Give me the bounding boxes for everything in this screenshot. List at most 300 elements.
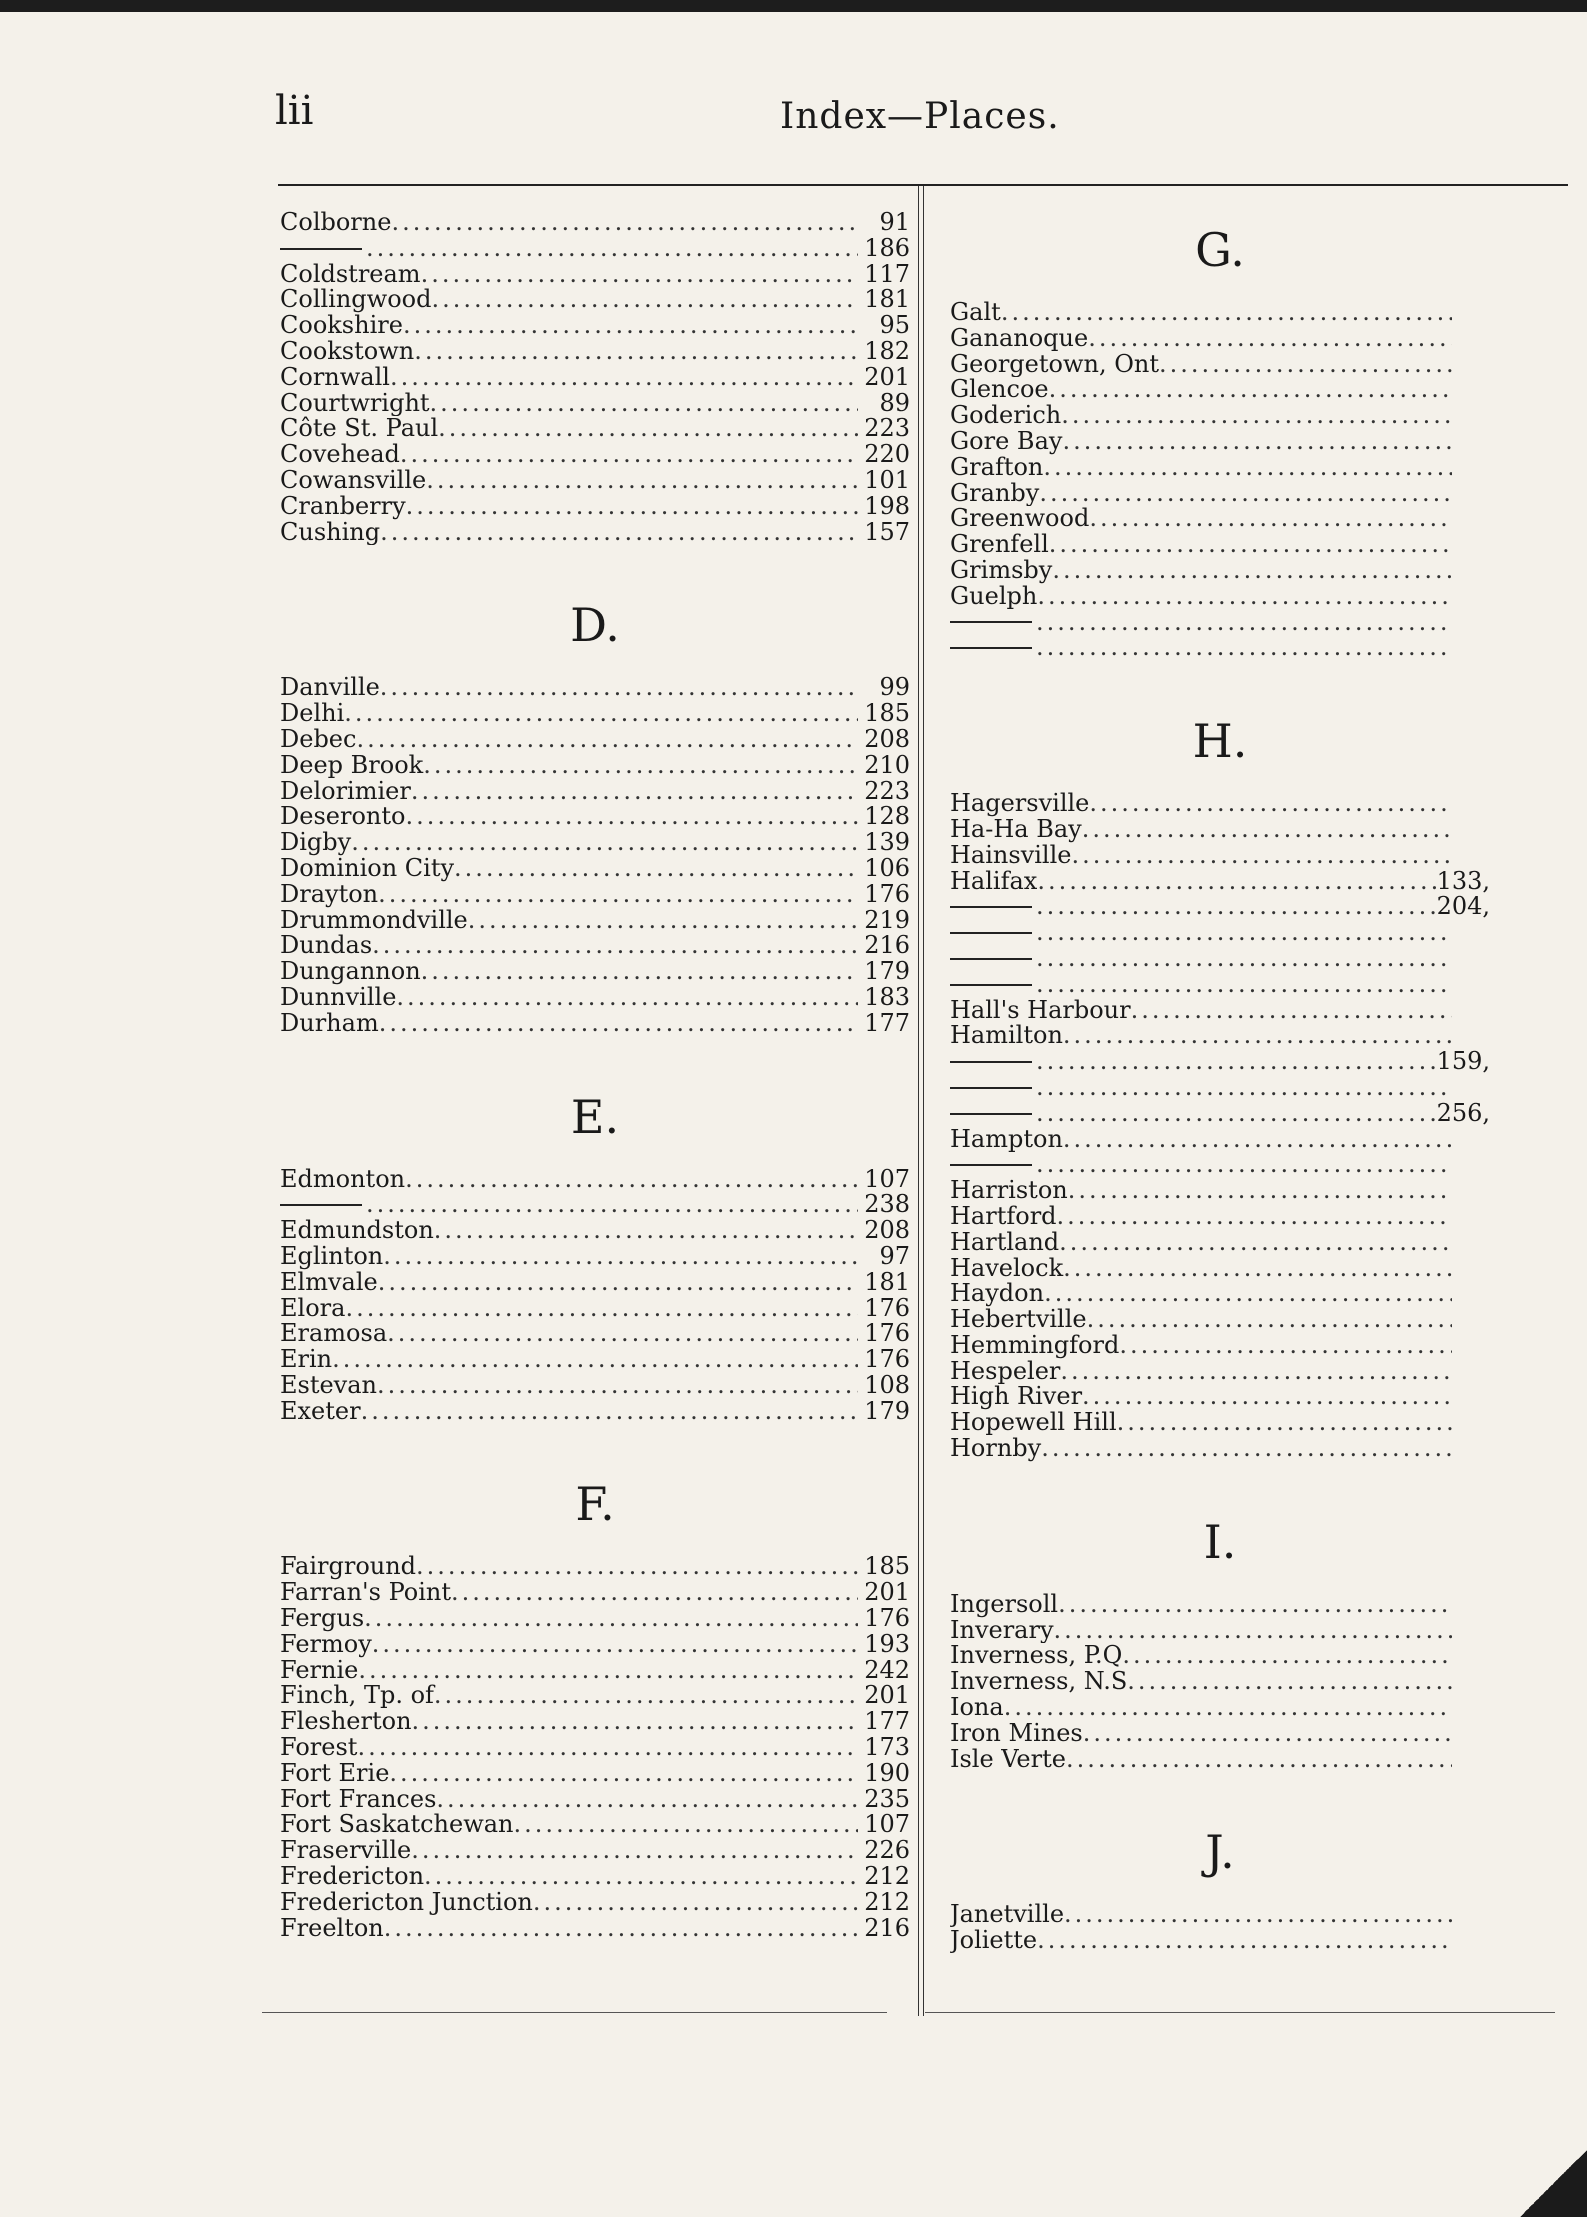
- leader-dots: [533, 1890, 858, 1916]
- entry-name: Coldstream: [280, 261, 421, 288]
- entry-name: Halifax: [950, 868, 1038, 895]
- index-entry: [950, 300, 1490, 326]
- entry-name: Glencoe: [950, 377, 1049, 404]
- index-entry: [280, 236, 910, 262]
- index-entry: [280, 985, 910, 1011]
- entry-name: Farran's Point: [280, 1580, 451, 1607]
- leader-dots: [1063, 1256, 1452, 1282]
- leader-dots: [1087, 1307, 1452, 1333]
- index-section: [950, 210, 1490, 661]
- index-entry: [280, 882, 910, 908]
- entry-page: 223: [864, 778, 910, 805]
- entry-name: Hebertville: [950, 1307, 1087, 1333]
- leader-dots: [434, 1218, 858, 1244]
- leader-dots: [1159, 352, 1452, 378]
- entry-name: Goderich: [950, 403, 1062, 429]
- index-section: [280, 210, 910, 545]
- leader-dots: [403, 313, 858, 339]
- entry-page: 89: [879, 390, 910, 417]
- leader-dots: [411, 1838, 858, 1864]
- entry-name: Dungannon: [280, 959, 421, 985]
- leader-dots: [383, 1244, 858, 1270]
- entry-page: 107: [864, 1812, 910, 1839]
- entry-name: Eglinton: [280, 1243, 384, 1270]
- entry-page: 223: [864, 416, 910, 443]
- leader-dots: [1083, 1721, 1452, 1747]
- index-entry: [950, 1669, 1490, 1695]
- leader-dots: [1058, 1592, 1452, 1618]
- leader-dots: [1059, 1230, 1452, 1256]
- entry-name: Grimsby: [950, 557, 1053, 584]
- leader-dots: [1049, 377, 1452, 403]
- index-section: [950, 701, 1490, 1462]
- leader-dots: [1037, 584, 1452, 610]
- index-entry: [280, 262, 910, 288]
- index-entry: [950, 1127, 1490, 1153]
- index-entry: [950, 998, 1490, 1024]
- entry-page: 139: [864, 830, 910, 856]
- leader-dots: [438, 416, 858, 442]
- leader-dots: [1127, 1669, 1452, 1695]
- entry-page: 106: [864, 855, 910, 882]
- entry-page: 201: [864, 1683, 910, 1710]
- index-entry: [950, 1410, 1490, 1436]
- index-entry: [950, 1902, 1490, 1928]
- entry-page: 108: [864, 1372, 910, 1399]
- index-entry: [950, 635, 1490, 661]
- leader-dots: [412, 1709, 858, 1735]
- entry-name: Collingwood: [280, 287, 432, 314]
- entry-page: 159,: [1436, 1049, 1490, 1075]
- index-entry: [280, 1838, 910, 1864]
- entry-name: Colborne: [280, 210, 392, 236]
- section-letter: J.: [1205, 1825, 1235, 1880]
- entry-name: Grenfell: [950, 532, 1049, 558]
- entry-name: Estevan: [280, 1372, 378, 1399]
- entry-name: Janetville: [950, 1902, 1065, 1929]
- entry-name: Hespeler: [950, 1358, 1061, 1385]
- ditto-dash: [280, 248, 362, 250]
- entry-page: 226: [864, 1838, 910, 1865]
- index-entry: [280, 1167, 910, 1193]
- entry-page: 91: [879, 210, 910, 236]
- ditto-dash: [950, 1113, 1032, 1115]
- entry-page: 182: [864, 338, 910, 365]
- index-entry: [950, 326, 1490, 352]
- index-entry: [280, 959, 910, 985]
- index-entry: [950, 1721, 1490, 1747]
- index-entry: [280, 391, 910, 417]
- entry-page: 216: [864, 1915, 910, 1942]
- leader-dots: [361, 1399, 858, 1425]
- entry-name: Cranberry: [280, 493, 406, 520]
- index-entry: [950, 429, 1490, 455]
- entry-name: Edmonton: [280, 1166, 406, 1193]
- index-entry: [950, 1049, 1490, 1075]
- leader-dots: [430, 391, 858, 417]
- index-entry: [280, 1580, 910, 1606]
- leader-dots: [405, 804, 858, 830]
- page-title: Index—Places.: [780, 96, 1060, 137]
- leader-dots: [1041, 1436, 1452, 1462]
- index-entry: [280, 1787, 910, 1813]
- leader-dots: [1064, 1902, 1452, 1928]
- index-entry: [950, 1384, 1490, 1410]
- index-entry: [280, 210, 910, 236]
- index-entry: [950, 1695, 1490, 1721]
- index-entry: [280, 1399, 910, 1425]
- entry-page: 185: [864, 701, 910, 727]
- leader-dots: [1089, 791, 1452, 817]
- leader-dots: [1036, 946, 1452, 972]
- entry-name: Fairground: [280, 1554, 417, 1581]
- index-entry: [280, 856, 910, 882]
- entry-page: 176: [864, 1347, 910, 1373]
- entry-name: Côte St. Paul: [280, 416, 439, 443]
- index-entry: [950, 352, 1490, 378]
- entry-name: Hagersville: [950, 791, 1090, 817]
- index-entry: [280, 701, 910, 727]
- leader-dots: [366, 1192, 858, 1218]
- index-entry: [280, 675, 910, 701]
- entry-page: 201: [864, 364, 910, 391]
- entry-page: 95: [879, 313, 910, 339]
- leader-dots: [411, 779, 858, 805]
- entry-name: Deseronto: [280, 804, 406, 831]
- leader-dots: [421, 262, 858, 288]
- index-section: [950, 1812, 1490, 1954]
- entry-page: 208: [864, 726, 910, 753]
- ditto-dash: [950, 958, 1032, 960]
- index-entry: [280, 1296, 910, 1322]
- index-entry: [280, 416, 910, 442]
- leader-dots: [1043, 455, 1452, 481]
- index-entry: [280, 313, 910, 339]
- leader-dots: [357, 1735, 858, 1761]
- entry-page: 176: [864, 1606, 910, 1632]
- entry-name: Hemmingford: [950, 1332, 1120, 1359]
- leader-dots: [380, 520, 858, 546]
- index-entry: [280, 1554, 910, 1580]
- index-column-right: [950, 210, 1490, 1954]
- index-entry: [280, 1890, 910, 1916]
- entry-name: Cookstown: [280, 338, 415, 365]
- index-entry: [950, 1359, 1490, 1385]
- entry-name: Georgetown, Ont: [950, 351, 1159, 378]
- section-letter: E.: [570, 1089, 620, 1144]
- entry-page: 216: [864, 933, 910, 960]
- index-entry: [950, 791, 1490, 817]
- index-entry: [280, 1683, 910, 1709]
- entry-name: Hainsville: [950, 842, 1072, 869]
- index-entry: [950, 1436, 1490, 1462]
- index-entry: [280, 1606, 910, 1632]
- entry-name: Hartland: [950, 1229, 1060, 1256]
- entry-page: 128: [864, 804, 910, 831]
- entry-page: 177: [864, 1709, 910, 1736]
- index-entry: [950, 1023, 1490, 1049]
- index-column-left: [280, 210, 910, 1941]
- entry-page: 208: [864, 1218, 910, 1244]
- entry-name: Forest: [280, 1735, 358, 1761]
- leader-dots: [423, 753, 858, 779]
- entry-page: 179: [864, 959, 910, 985]
- leader-dots: [1036, 894, 1437, 920]
- index-entry: [950, 1643, 1490, 1669]
- leader-dots: [345, 1296, 858, 1322]
- index-entry: [950, 1075, 1490, 1101]
- index-entry: [950, 1333, 1490, 1359]
- leader-dots: [356, 727, 858, 753]
- index-entry: [950, 377, 1490, 403]
- leader-dots: [1039, 481, 1452, 507]
- index-section: [280, 1464, 910, 1941]
- leader-dots: [1036, 1152, 1452, 1178]
- leader-dots: [1131, 998, 1452, 1024]
- index-entry: [280, 1192, 910, 1218]
- leader-dots: [1044, 1281, 1452, 1307]
- leader-dots: [454, 856, 858, 882]
- leader-dots: [1060, 1359, 1452, 1385]
- leader-dots: [1066, 1747, 1452, 1773]
- index-entry: [280, 1632, 910, 1658]
- leader-dots: [1088, 326, 1452, 352]
- entry-name: Fredericton: [280, 1864, 425, 1890]
- entry-page: 198: [864, 493, 910, 520]
- leader-dots: [1036, 1075, 1452, 1101]
- entry-name: Drayton: [280, 881, 379, 908]
- index-entry: [950, 532, 1490, 558]
- index-entry: [950, 455, 1490, 481]
- leader-dots: [1063, 1127, 1452, 1153]
- leader-dots: [366, 236, 858, 262]
- entry-page: 201: [864, 1580, 910, 1607]
- ditto-dash: [950, 1164, 1032, 1166]
- entry-page: 181: [864, 1269, 910, 1296]
- entry-name: Edmundston: [280, 1218, 434, 1244]
- ditto-dash: [950, 984, 1032, 986]
- entry-page: 219: [864, 907, 910, 934]
- index-entry: [950, 869, 1490, 895]
- entry-name: Iona: [950, 1695, 1004, 1721]
- entry-name: Eramosa: [280, 1321, 388, 1348]
- entry-name: High River: [950, 1384, 1083, 1411]
- entry-name: Fort Erie: [280, 1760, 390, 1787]
- leader-dots: [1036, 635, 1452, 661]
- entry-name: Guelph: [950, 583, 1038, 610]
- entry-name: Debec: [280, 726, 357, 753]
- index-entry: [280, 753, 910, 779]
- leader-dots: [424, 1864, 858, 1890]
- index-entry: [280, 1735, 910, 1761]
- entry-name: Finch, Tp. of: [280, 1683, 434, 1710]
- page-top-edge: [0, 0, 1587, 12]
- entry-name: Hall's Harbour: [950, 997, 1131, 1024]
- entry-name: Delhi: [280, 701, 345, 727]
- leader-dots: [1037, 1928, 1452, 1954]
- section-letter: D.: [570, 598, 620, 653]
- leader-dots: [384, 1916, 858, 1942]
- entry-name: Fernie: [280, 1657, 359, 1684]
- entry-name: Grafton: [950, 454, 1044, 481]
- entry-name: Hornby: [950, 1436, 1042, 1462]
- entry-page: 220: [864, 442, 910, 468]
- leader-dots: [414, 339, 858, 365]
- index-entry: [280, 1761, 910, 1787]
- entry-name: Fredericton Junction: [280, 1889, 533, 1916]
- leader-dots: [1071, 843, 1452, 869]
- entry-page: 204,: [1436, 894, 1490, 921]
- index-entry: [280, 1373, 910, 1399]
- index-entry: [950, 506, 1490, 532]
- entry-name: Delorimier: [280, 778, 411, 805]
- leader-dots: [1082, 817, 1452, 843]
- entry-name: Digby: [280, 830, 352, 856]
- ditto-dash: [950, 1087, 1032, 1089]
- index-entry: [280, 1812, 910, 1838]
- entry-page: 97: [879, 1243, 910, 1270]
- leader-dots: [1063, 1023, 1452, 1049]
- entry-name: Dominion City: [280, 855, 455, 882]
- section-letter: F.: [575, 1477, 615, 1532]
- entry-name: Dundas: [280, 933, 373, 960]
- index-entry: [280, 1864, 910, 1890]
- index-entry: [950, 920, 1490, 946]
- entry-page: 176: [864, 1321, 910, 1348]
- index-entry: [950, 946, 1490, 972]
- leader-dots: [1122, 1643, 1452, 1669]
- index-entry: [950, 1592, 1490, 1618]
- entry-name: Inverary: [950, 1617, 1054, 1644]
- leader-dots: [436, 1787, 858, 1813]
- index-entry: [950, 894, 1490, 920]
- index-entry: [280, 830, 910, 856]
- index-entry: [280, 933, 910, 959]
- leader-dots: [400, 442, 858, 468]
- index-entry: [950, 1928, 1490, 1954]
- index-entry: [950, 1281, 1490, 1307]
- leader-dots: [416, 1554, 858, 1580]
- entry-name: Ingersoll: [950, 1591, 1059, 1618]
- entry-page: 238: [864, 1192, 910, 1219]
- index-entry: [280, 442, 910, 468]
- index-entry: [950, 481, 1490, 507]
- entry-name: Hamilton: [950, 1023, 1063, 1050]
- leader-dots: [364, 1606, 858, 1632]
- leader-dots: [344, 701, 858, 727]
- leader-dots: [406, 494, 858, 520]
- index-entry: [950, 403, 1490, 429]
- entry-name: Hartford: [950, 1203, 1057, 1230]
- entry-page: 181: [864, 287, 910, 314]
- entry-name: Erin: [280, 1347, 333, 1373]
- index-entry: [950, 610, 1490, 636]
- leader-dots: [1036, 920, 1452, 946]
- section-letter: H.: [1192, 714, 1248, 769]
- entry-page: 242: [864, 1657, 910, 1684]
- leader-dots: [1062, 429, 1452, 455]
- index-entry: [280, 1321, 910, 1347]
- entry-page: 176: [864, 1295, 910, 1322]
- leader-dots: [378, 882, 858, 908]
- index-entry: [950, 1747, 1490, 1773]
- leader-dots: [1052, 558, 1452, 584]
- entry-name: Deep Brook: [280, 752, 424, 779]
- index-entry: [950, 1256, 1490, 1282]
- leader-dots: [389, 1761, 858, 1787]
- index-entry: [950, 1101, 1490, 1127]
- entry-name: Courtwright: [280, 390, 430, 417]
- index-section: [280, 585, 910, 1036]
- leader-dots: [351, 830, 858, 856]
- entry-name: Havelock: [950, 1255, 1064, 1282]
- index-entry: [280, 1709, 910, 1735]
- entry-page: 177: [864, 1010, 910, 1037]
- leader-dots: [514, 1812, 858, 1838]
- index-entry: [280, 520, 910, 546]
- entry-page: 235: [864, 1786, 910, 1813]
- index-entry: [280, 494, 910, 520]
- leader-dots: [1054, 1618, 1452, 1644]
- leader-dots: [379, 1011, 858, 1037]
- entry-name: Inverness, N.S: [950, 1669, 1128, 1696]
- leader-dots: [421, 959, 858, 985]
- entry-page: 179: [864, 1398, 910, 1425]
- leader-dots: [1036, 610, 1452, 636]
- index-entry: [950, 1152, 1490, 1178]
- leader-dots: [1037, 869, 1436, 895]
- footer-rule-right: [925, 2012, 1555, 2013]
- entry-name: Elmvale: [280, 1269, 378, 1296]
- entry-name: Joliette: [950, 1928, 1038, 1955]
- column-divider: [918, 186, 924, 2016]
- index-entry: [280, 727, 910, 753]
- leader-dots: [1082, 1384, 1452, 1410]
- entry-name: Haydon: [950, 1281, 1045, 1308]
- leader-dots: [1089, 506, 1452, 532]
- leader-dots: [1068, 1178, 1452, 1204]
- leader-dots: [468, 908, 858, 934]
- ditto-dash: [950, 647, 1032, 649]
- leader-dots: [451, 1580, 858, 1606]
- entry-name: Cornwall: [280, 364, 390, 391]
- index-entry: [950, 1178, 1490, 1204]
- index-section: [280, 1077, 910, 1425]
- entry-name: Exeter: [280, 1398, 361, 1425]
- index-entry: [280, 287, 910, 313]
- leader-dots: [1057, 1204, 1452, 1230]
- section-letter: I.: [1203, 1514, 1237, 1569]
- ditto-dash: [280, 1204, 362, 1206]
- entry-page: 183: [864, 984, 910, 1011]
- entry-name: Cowansville: [280, 467, 427, 494]
- entry-page: 117: [864, 261, 910, 288]
- index-entry: [950, 1204, 1490, 1230]
- index-entry: [950, 817, 1490, 843]
- entry-name: Fort Saskatchewan: [280, 1812, 514, 1839]
- page-corner-shadow: [1520, 2150, 1587, 2217]
- entry-name: Cookshire: [280, 313, 403, 339]
- index-entry: [280, 1916, 910, 1942]
- entry-name: Granby: [950, 480, 1040, 507]
- entry-name: Ha-Ha Bay: [950, 816, 1082, 843]
- entry-name: Flesherton: [280, 1709, 412, 1736]
- leader-dots: [380, 675, 858, 701]
- entry-name: Cushing: [280, 519, 381, 546]
- entry-page: 193: [864, 1631, 910, 1658]
- entry-name: Covehead: [280, 442, 400, 468]
- leader-dots: [426, 468, 858, 494]
